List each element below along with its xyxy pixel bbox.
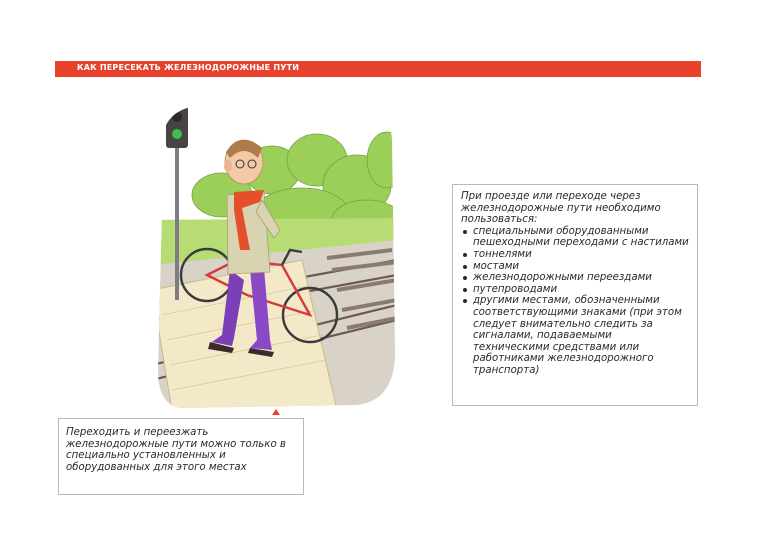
list-item: железнодорожными переездами [461, 272, 690, 284]
page-title: КАК ПЕРЕСЕКАТЬ ЖЕЛЕЗНОДОРОЖНЫЕ ПУТИ [77, 63, 300, 72]
pointer-arrow-icon [272, 409, 280, 415]
info-box [452, 184, 698, 406]
green-signal [172, 129, 182, 139]
rule-box [58, 418, 304, 495]
list-item: путепроводами [461, 284, 690, 296]
cyclist-at-railway-crossing-icon [152, 100, 397, 410]
info-intro: При проезде или переходе через железнодорожные пути необходимо пользоваться: [461, 191, 661, 226]
list-item: мостами [461, 261, 690, 273]
traffic-light [166, 106, 188, 148]
list-item: тоннелями [461, 249, 690, 261]
list-item: другими местами, обозначенными соответствующими знаками (при этом следует внимательно следить за сигналами, подаваемыми техническими средствами или работниками железнодорожного транспорта) [461, 295, 690, 376]
info-list [461, 226, 690, 377]
rule-text: Переходить и переезжать железнодорожные пути можно только в специально установленных и оборудованных для этого местах [66, 427, 286, 473]
traffic-light-pole [175, 140, 179, 300]
list-item: специальными оборудованными пешеходными переходами с настилами [461, 226, 690, 249]
